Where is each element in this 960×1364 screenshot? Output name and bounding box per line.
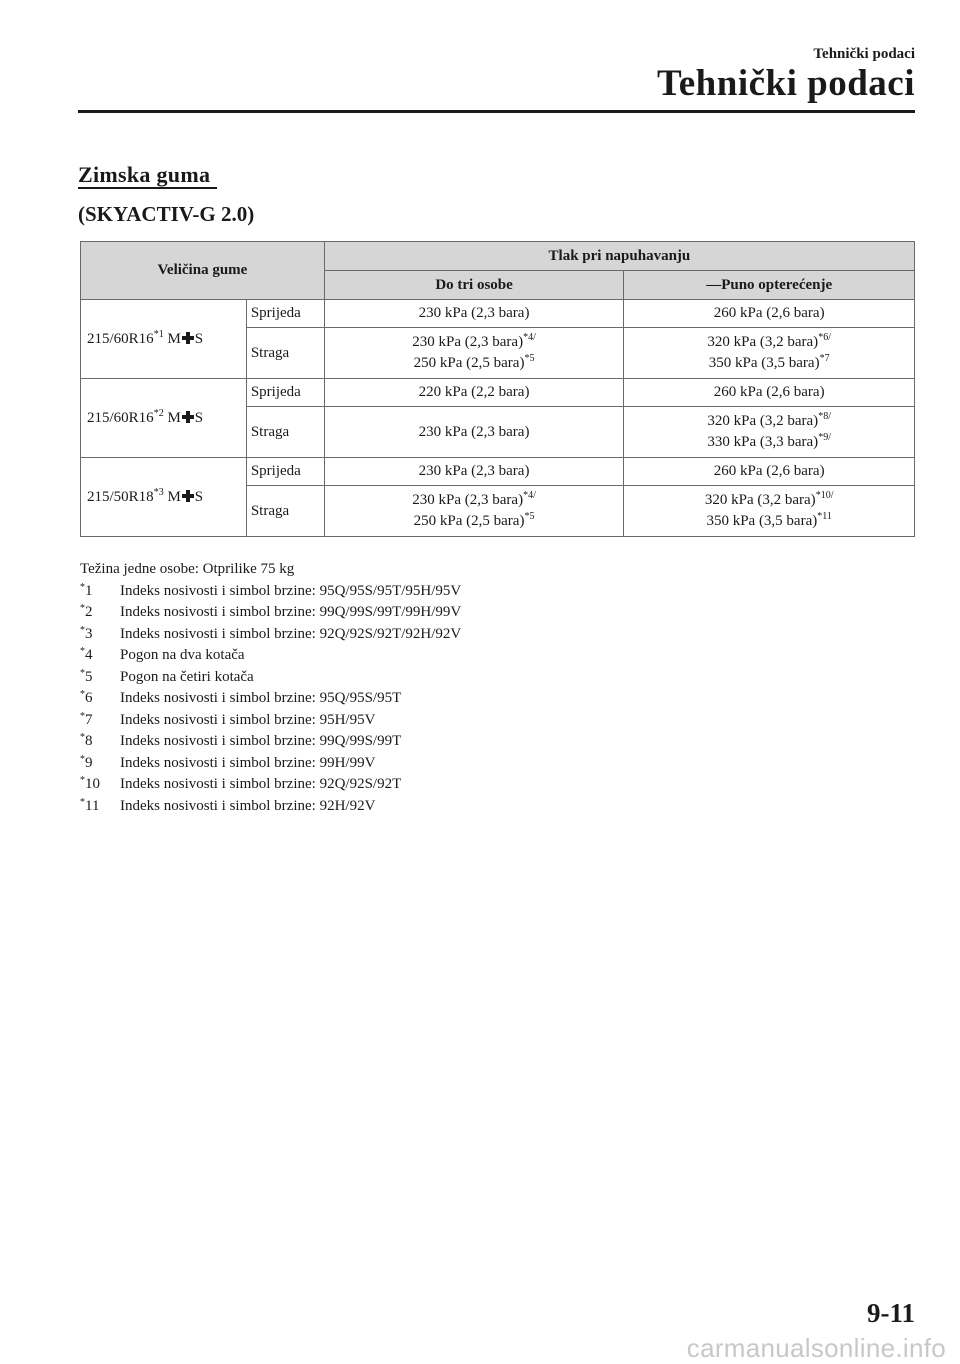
footnote: *6 Indeks nosivosti i simbol brzine: 95Q/95S/95T bbox=[80, 689, 402, 706]
tyre-size-cell: 215/60R16$^{*2}$ M S bbox=[81, 379, 247, 458]
mud-snow-cross-icon bbox=[182, 411, 194, 423]
position-rear: Straga bbox=[246, 407, 324, 458]
footnote: *10 Indeks nosivosti i simbol brzine: 92Q/92S/92T bbox=[80, 775, 402, 792]
pressure-cell: 230 kPa (2,3 bara) bbox=[324, 300, 624, 328]
col-header-size: Veličina gume bbox=[81, 242, 325, 300]
footnote: *1 Indeks nosivosti i simbol brzine: 95Q/95S/95T/95H/95V bbox=[80, 581, 462, 599]
pressure-cell: 230 kPa (2,3 bara)$^{*4/}$ 250 kPa (2,5 bara)$^{*5}$ bbox=[324, 328, 624, 379]
header-rule bbox=[78, 110, 915, 113]
footnote: *11 Indeks nosivosti i simbol brzine: 92H/92V bbox=[80, 796, 376, 814]
footnote: *5 Pogon na četiri kotača bbox=[80, 667, 254, 685]
pressure-cell: 230 kPa (2,3 bara) bbox=[324, 458, 624, 486]
section-title-underline bbox=[78, 187, 217, 189]
footnote: *3 Indeks nosivosti i simbol brzine: 92Q/92S/92T/92H/92V bbox=[80, 624, 462, 642]
position-front: Sprijeda bbox=[246, 300, 324, 328]
pressure-cell: 320 kPa (3,2 bara)$^{*8/}$ 330 kPa (3,3 bara)$^{*9/}$ bbox=[624, 407, 915, 458]
mud-snow-cross-icon bbox=[182, 490, 194, 502]
pressure-cell: 260 kPa (2,6 bara) bbox=[624, 458, 915, 486]
pressure-cell: 220 kPa (2,2 bara) bbox=[324, 379, 624, 407]
table-row bbox=[81, 458, 915, 486]
pressure-cell: 260 kPa (2,6 bara) bbox=[624, 300, 915, 328]
footnote: *4 Pogon na dva kotača bbox=[80, 646, 245, 663]
footnote: *7 Indeks nosivosti i simbol brzine: 95H/95V bbox=[80, 710, 376, 728]
engine-subtitle: (SKYACTIV-G 2.0) bbox=[78, 202, 255, 226]
person-weight-note: Težina jedne osobe: Otprilike 75 kg bbox=[80, 561, 295, 577]
pressure-cell: 230 kPa (2,3 bara)$^{*4/}$ 250 kPa (2,5 bara)$^{*5}$ bbox=[324, 486, 624, 537]
col-header-pressure: Tlak pri napuhavanju bbox=[324, 242, 914, 271]
footnote: *2 Indeks nosivosti i simbol brzine: 99Q/99S/99T/99H/99V bbox=[80, 603, 462, 620]
footnote: *8 Indeks nosivosti i simbol brzine: 99Q/99S/99T bbox=[80, 732, 402, 749]
tyre-size-cell: 215/50R18$^{*3}$ M S bbox=[81, 458, 247, 537]
col-header-full-load: —Puno opterećenje bbox=[624, 271, 915, 300]
notes-block bbox=[80, 559, 461, 817]
footnote: *9 Indeks nosivosti i simbol brzine: 99H/99V bbox=[80, 753, 376, 771]
col-header-three-persons: Do tri osobe bbox=[324, 271, 624, 300]
position-front: Sprijeda bbox=[246, 379, 324, 407]
pressure-cell: 320 kPa (3,2 bara)$^{*10/}$ 350 kPa (3,5 bara)$^{*11}$ bbox=[624, 486, 915, 537]
position-front: Sprijeda bbox=[246, 458, 324, 486]
mud-snow-cross-icon bbox=[182, 332, 194, 344]
position-rear: Straga bbox=[246, 486, 324, 537]
section-title: Zimska guma bbox=[78, 162, 211, 187]
table-row bbox=[81, 300, 915, 328]
header-section-small: Tehnički podaci bbox=[813, 46, 915, 62]
pressure-cell: 320 kPa (3,2 bara)$^{*6/}$ 350 kPa (3,5 bara)$^{*7}$ bbox=[624, 328, 915, 379]
table-header-row bbox=[81, 242, 915, 271]
pressure-cell: 230 kPa (2,3 bara) bbox=[324, 407, 624, 458]
pressure-cell: 260 kPa (2,6 bara) bbox=[624, 379, 915, 407]
position-rear: Straga bbox=[246, 328, 324, 379]
page-number: 9-11 bbox=[866, 1298, 915, 1328]
tyre-pressure-table bbox=[80, 241, 915, 537]
header-section-title: Tehnički podaci bbox=[656, 63, 915, 104]
tyre-size-cell: 215/60R16$^{*1}$ M S bbox=[81, 300, 247, 379]
table-row bbox=[81, 379, 915, 407]
watermark: carmanualsonline.info bbox=[686, 1333, 946, 1363]
